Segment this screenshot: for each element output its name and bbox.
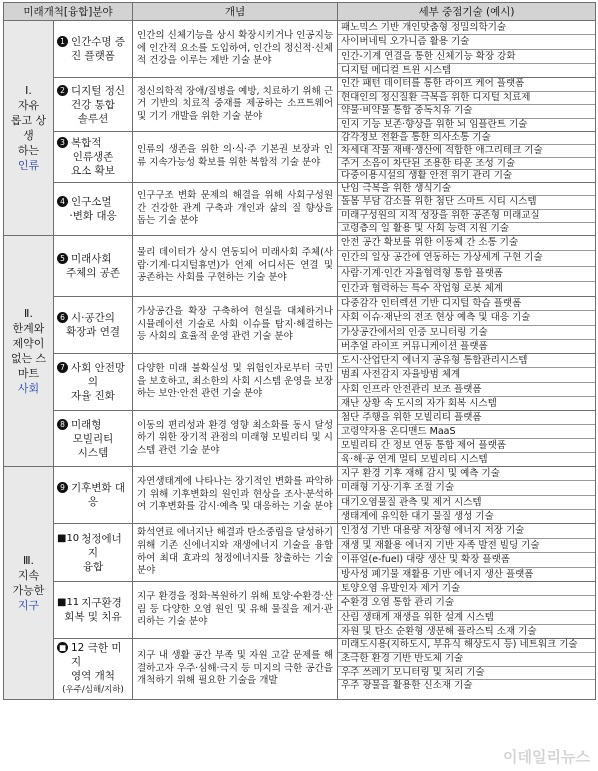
- tech-item: 사람·기계·인간 자율협력형 통합 플랫폼: [338, 267, 595, 282]
- category-label-line: 가능한: [12, 584, 45, 597]
- category-label-highlight: 지구: [17, 599, 40, 612]
- table-row: [4, 21, 596, 78]
- table-row: [4, 297, 596, 354]
- field-name-line: 미래형: [71, 418, 102, 431]
- tech-item: 수환경 오염 통합 관리 기술: [338, 596, 595, 610]
- tech-list-cell: [338, 582, 596, 639]
- field-name-line: 디지털 정신: [71, 84, 126, 97]
- tech-item: 우주 광물을 활용한 신소재 기술: [341, 680, 473, 692]
- tech-item: 돌봄 부담 감소를 위한 첨단 스마트 시티 시스템: [338, 196, 595, 209]
- field-name-line: ·변화 대응: [69, 210, 117, 222]
- tech-item: 인간-기계 연결을 통한 신체기능 확장 강화: [338, 50, 595, 64]
- field-name-cell: [54, 78, 133, 132]
- tech-item: 안전 공간 확보를 위한 이동체 간 소통 기술: [338, 236, 595, 251]
- field-name-cell: [54, 639, 133, 700]
- field-name-line: (우주/심해/지하): [62, 685, 124, 695]
- field-name-first-line: [57, 311, 129, 325]
- field-name-cell: [54, 582, 133, 639]
- tech-item: 약물·비약물 통합 중독치유 기술: [338, 105, 595, 119]
- field-name-line: 복합적: [71, 137, 102, 149]
- table-row: [4, 78, 596, 132]
- field-number-badge: 4: [57, 196, 68, 207]
- table-body: [4, 21, 596, 700]
- tech-item: 인지 기능 보존·향상을 위한 뇌 임플란트 기술: [341, 118, 528, 130]
- tech-item: 미래형 기상·기후 조절 기술: [338, 481, 595, 495]
- category-label-line: 한계와: [12, 322, 45, 335]
- tech-item: 감각정보 전환을 통한 의사소통 기술: [338, 132, 595, 145]
- concept-cell: 정신의학적 장애/질병을 예방, 치료하기 위해 근거 기반의 치료적 중재를 제공하는 소프트웨어 및 기기 개발을 위한 기술 분야: [133, 78, 338, 132]
- category-label-line: 롭고 상: [10, 114, 47, 127]
- table-row: [4, 236, 596, 297]
- concept-cell: 가상공간을 확장 구축하여 현실을 대체하거나 시뮬레이션 기술로 사회 이슈를 탐지·해결하는 등 사회의 효율적 운영 관련 기술 분야: [133, 297, 338, 354]
- tech-list-cell: [338, 21, 596, 78]
- field-name-cell: [54, 236, 133, 297]
- field-name-line: 솔루션: [77, 112, 109, 125]
- tech-item: 지구 환경 기후 재해 감시 및 예측 기술: [338, 467, 595, 481]
- category-label-line: 없는 스: [10, 352, 47, 365]
- field-name-line: 영역 개척: [71, 670, 115, 682]
- category-label-line: 자유: [17, 99, 40, 112]
- tech-item: 주거 소음이 차단된 조용한 타운 조성 기술: [338, 158, 595, 171]
- tech-item: 이퓨얼(e-fuel) 대량 생산 및 확장 플랫폼: [338, 553, 595, 568]
- field-number-badge: 3: [57, 137, 68, 148]
- category-cell: [4, 21, 54, 236]
- field-number-badge: ■: [58, 643, 67, 652]
- field-name-cell: [54, 354, 133, 411]
- field-name-first-line: [57, 641, 129, 669]
- tech-item: 생태계에 유익한 대기 물질 생성 기술: [341, 510, 494, 522]
- concept-cell: 인간의 신체기능을 상시 확장시키거나 인공지능에 인간적 요소를 도입하여, 인간의 정신적·신체적 건강을 이루는 제반 기술 분야: [133, 21, 338, 78]
- field-name-cell: [54, 411, 133, 467]
- field-name-line: 진 플랫폼: [71, 50, 115, 62]
- header-concept: 개념: [133, 3, 338, 21]
- tech-list-cell: [338, 467, 596, 524]
- table-row: [4, 467, 596, 524]
- field-name-first-line: [57, 532, 129, 546]
- tech-item: 도시·산업단지 에너지 공유형 통합관리시스템: [338, 354, 595, 368]
- tech-item: 난임 극복을 위한 생식기술: [338, 183, 595, 196]
- tech-list-cell: [338, 297, 596, 354]
- tech-item: 사회 이슈·재난의 전조 현상 예측 및 대응 기술: [338, 311, 595, 325]
- field-name-line: 인간수명 증: [71, 36, 126, 48]
- tech-item: 방사성 폐기물 재활용 기반 에너지 생산 플랫폼: [341, 568, 534, 580]
- field-name-cell: [54, 183, 133, 236]
- field-name-first-line: [57, 35, 129, 49]
- field-name-line: 인류생존: [72, 151, 114, 163]
- concept-cell: 지구 내 생활 공간 부족 및 자원 고갈 문제를 해결하고자 우주·심해·극지 등 미지의 극한 공간을 개척하기 위해 필요한 기술을 개발: [133, 639, 338, 700]
- field-name-cell: [54, 524, 133, 582]
- field-number-badge: 7: [57, 362, 68, 373]
- field-name-first-line: [57, 361, 129, 375]
- concept-cell: 다양한 미래 불확실성 및 위험인자로부터 국민을 보호하고, 최소한의 사회 시스템 운영을 보장하는 보안·안전 관련 기술 분야: [133, 354, 338, 411]
- tech-item: 대기오염물질 관측 및 제거 시스템: [338, 496, 595, 510]
- tech-item: 미래도시용(지하도시, 부유식 해상도시 등) 네트워크 기술: [338, 639, 595, 653]
- tech-item: 초극한 환경 기반 반도체 기술: [338, 653, 595, 667]
- field-name-cell: [54, 21, 133, 78]
- tech-item: 고령층의 일 활용 및 사회 능력 지원 기술: [341, 222, 509, 234]
- concept-cell: 물리 데이터가 상시 연동되어 미래사회 주체(사람·기계·디지털휴먼)가 언제 어디서든 연결 및 공존하는 사회를 구현하는 기술 분야: [133, 236, 338, 297]
- category-label-line: Ⅰ.: [25, 84, 32, 97]
- tech-item: 자원 및 탄소 순환형 생분해 플라스틱 소재 기술: [341, 625, 537, 637]
- field-name-first-line: [57, 136, 129, 150]
- tech-item: 가상공간에서의 인증 모니터링 기술: [338, 326, 595, 340]
- category-cell: [4, 236, 54, 467]
- tech-list-cell: [338, 411, 596, 467]
- category-label-line: 제약이: [12, 337, 45, 350]
- concept-cell: 이동의 편리성과 환경 영향 최소화를 동시 달성하기 위한 장기적 관점의 미래형 모빌리티 및 시스템 관련 기술 분야: [133, 411, 338, 467]
- tech-item: 다중감각 인터렉션 기반 디지털 학습 플랫폼: [338, 297, 595, 311]
- tech-item: 우주 쓰레기 모니터링 및 처리 기술: [338, 667, 595, 681]
- tech-item: 인간 패턴 데이터를 통한 라이프 케어 플랫폼: [338, 78, 595, 92]
- field-name-line: 건강 통합: [71, 98, 115, 111]
- field-name-cell: [54, 297, 133, 354]
- field-name-first-line: [57, 481, 129, 495]
- table-row: [4, 354, 596, 411]
- field-name-line: 시·공간의: [71, 312, 115, 324]
- field-name-line: 12 극한 미지: [71, 642, 122, 668]
- tech-item: 고령약자용 온디맨드 MaaS: [338, 425, 595, 439]
- category-label-line: 지속: [17, 569, 40, 582]
- field-name-line: 회복 및 치유: [64, 611, 122, 623]
- concept-cell: 인구구조 변화 문제의 해결을 위해 사회구성원 간 건강한 관계 구축과 개인과 삶의 질 향상을 돕는 기술 분야: [133, 183, 338, 236]
- field-name-line: 자율 진화: [71, 390, 115, 402]
- field-name-line: 미래사회: [71, 253, 112, 265]
- header-tech: 세부 중점기술 (예시): [338, 3, 596, 21]
- field-name-cell: [54, 132, 133, 183]
- field-name-line: 시스템: [77, 446, 109, 459]
- tech-item: 모빌리티 간 정보 연동 통합 제어 플랫폼: [338, 439, 595, 453]
- field-name-line: 청정에너: [81, 532, 122, 545]
- concept-cell: 지구 환경을 정화·복원하기 위해 토양·수환경·산림 등 다양한 오염 원인 및 유해 물질을 제거·관리하는 기술 분야: [133, 582, 338, 639]
- tech-item: 인정성 기반 대용량 저장형 에너지 저장 기술: [338, 524, 595, 539]
- category-label-line: Ⅲ.: [22, 554, 35, 567]
- tech-list-cell: [338, 639, 596, 700]
- field-name-first-line: [57, 84, 129, 98]
- field-number-badge: ■10: [57, 532, 80, 544]
- field-name-first-line: [57, 596, 129, 610]
- tech-item: 다중이용시설의 생활 안전 위기 관리 기술: [341, 170, 513, 182]
- field-number-badge: 5: [57, 253, 68, 264]
- category-label-line: 하는: [17, 144, 40, 157]
- field-name-line: 응: [87, 496, 99, 508]
- tech-list-cell: [338, 354, 596, 411]
- field-name-line: 지구환경: [81, 597, 122, 609]
- tech-item: 차세대 작물 재배·생산에 적합한 애그리테크 기술: [338, 145, 595, 158]
- category-label-line: 마트: [17, 367, 40, 380]
- field-name-line: 사회 안전망: [71, 362, 126, 374]
- field-name-line: 지: [87, 546, 99, 559]
- field-name-cell: [54, 467, 133, 524]
- field-number-badge: ■11: [57, 597, 80, 608]
- field-number-badge: 2: [57, 85, 68, 96]
- table-row: [4, 132, 596, 183]
- field-name-first-line: [57, 195, 129, 209]
- tech-item: 디지털 메디컬 트윈 시스템: [341, 64, 452, 76]
- table-row: [4, 639, 596, 700]
- table-row: [4, 582, 596, 639]
- tech-list-cell: [338, 524, 596, 582]
- tech-list-cell: [338, 183, 596, 236]
- category-label-highlight: 사회: [17, 382, 40, 395]
- field-name-line: 융합: [82, 560, 104, 573]
- tech-list-cell: [338, 132, 596, 183]
- tech-item: 패노믹스 기반 개인맞춤형 정밀의학기술: [338, 21, 595, 35]
- field-name-line: 모빌리티: [72, 432, 114, 445]
- tech-item: 재난 상황 속 도시의 자가 회복 시스템: [341, 397, 497, 409]
- fields-table: [3, 2, 596, 700]
- field-number-badge: 1: [57, 36, 68, 47]
- concept-cell: 자연생태계에 나타나는 장기적인 변화를 파악하기 위해 기후변화의 원인과 현상을 조사·분석하여 기후변화를 감시·예측 및 대응하는 기술 분야: [133, 467, 338, 524]
- field-name-first-line: [57, 418, 129, 432]
- table-row: [4, 411, 596, 467]
- field-name-line: 기후변화 대: [71, 482, 126, 494]
- tech-item: 현대인의 정신질환 극복을 위한 디지털 치료제: [338, 92, 595, 106]
- tech-item: 첨단 주행을 위한 모빌리티 플랫폼: [338, 411, 595, 425]
- field-number-badge: 9: [57, 482, 68, 493]
- field-name-first-line: [57, 252, 129, 266]
- header-field: 미래개척[융합]분야: [4, 3, 133, 21]
- tech-item: 재생 및 재활용 에너지 기반 자족 발전 빌딩 기술: [338, 539, 595, 554]
- watermark: 이데일리뉴스: [503, 748, 590, 766]
- tech-item: 산림 생태계 재생을 위한 설계 시스템: [338, 611, 595, 625]
- field-number-badge: 8: [57, 419, 68, 430]
- field-name-line: 의: [87, 376, 99, 388]
- tech-item: 사회 인프라 안전관리 보조 플랫폼: [338, 383, 595, 397]
- field-number-badge: 6: [57, 312, 68, 323]
- table-row: [4, 524, 596, 582]
- field-name-line: 요소 확보: [71, 165, 115, 177]
- tech-item: 버추얼 라이프 커뮤니케이션 플랫폼: [341, 340, 488, 352]
- tech-item: 육·해·공 연계 멀티 모빌리티 시스템: [341, 454, 488, 465]
- category-label-line: Ⅱ.: [24, 307, 33, 320]
- tech-item: 범죄 사전감지 자율방범 체계: [338, 368, 595, 382]
- field-name-line: 확장과 연결: [65, 326, 121, 338]
- tech-item: 사이버네틱 오가니즘 활용 기술: [338, 35, 595, 49]
- category-label-line: 생: [23, 129, 34, 142]
- category-label-highlight: 인류: [17, 159, 40, 172]
- concept-cell: 인류의 생존을 위한 의·식·주 기본권 보장과 인류 지속가능성 확보를 위한 복합적 기술 분야: [133, 132, 338, 183]
- concept-cell: 화석연료 에너지난 해결과 탄소중립을 달성하기 위해 기존 신에너지와 재생에너지 기술을 융합하여 최대 효과의 청정에너지를 창출하는 기술 분야: [133, 524, 338, 582]
- table-row: [4, 183, 596, 236]
- field-name-line: 인구소멸: [71, 196, 112, 208]
- header-row: [4, 3, 596, 21]
- field-name-line: 주체의 공존: [65, 267, 121, 279]
- tech-item: 인간과 협력하는 특수 작업형 로봇 체계: [341, 282, 503, 294]
- tech-item: 미래구성원의 지적 성장을 위한 공존형 미래교실: [338, 210, 595, 223]
- category-cell: [4, 467, 54, 700]
- tech-list-cell: [338, 236, 596, 297]
- tech-item: 토양오염 유발인자 제거 기술: [338, 582, 595, 596]
- tech-list-cell: [338, 78, 596, 132]
- tech-item: 인간의 일상 공간에 연동하는 가상세계 구현 기술: [338, 251, 595, 266]
